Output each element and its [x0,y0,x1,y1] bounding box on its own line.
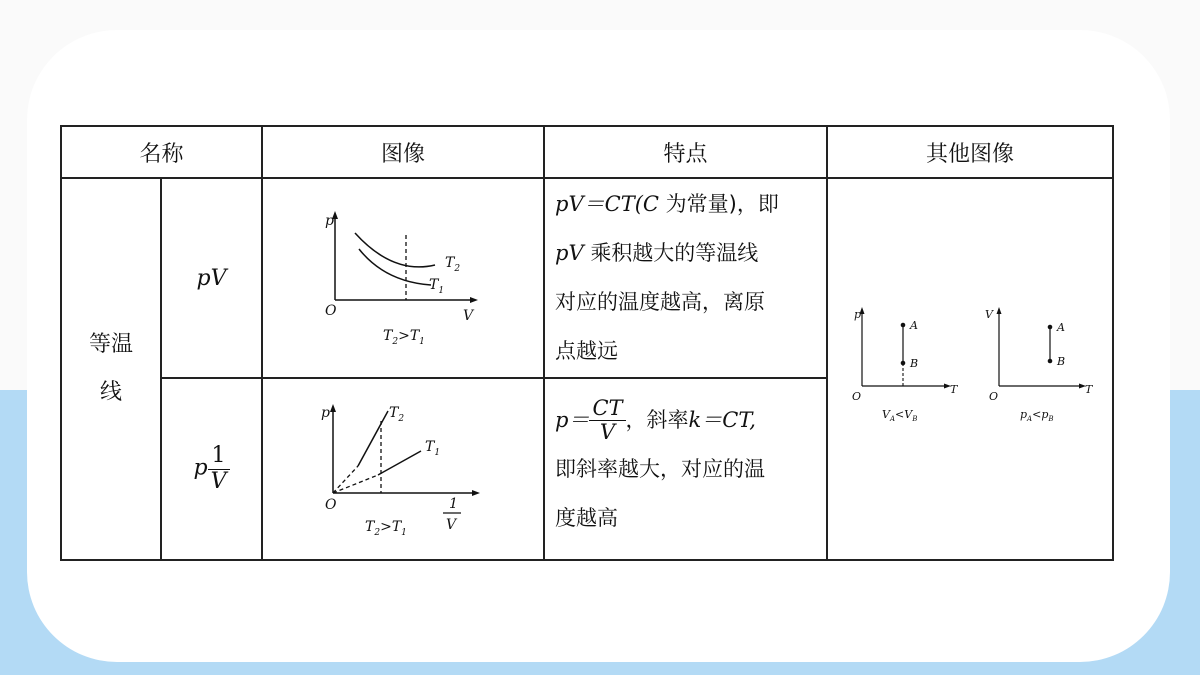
curve-t2-label: $T_2$ [445,255,461,274]
svg-text:VA<VB: $V_A<V_B$ [882,408,918,423]
svg-text:T2: $T_2$ [389,405,405,424]
svg-text:T: T [950,383,958,396]
category-cell [61,178,161,560]
row2-feature: p＝ $\frac{CT}{V}$ ，斜率k＝CT, 即斜率越大，对应的温 度越高 [544,378,827,560]
category-line2: 线 [99,380,122,405]
row1-feature: pV＝CT(C 为常量)，即 pV 乘积越大的等温线 对应的温度越高，离原 点越远 [544,178,827,378]
other-graphs-cell [827,178,1113,560]
header-row [61,126,1113,178]
header-graph: 图像 [262,126,544,178]
graph-caption: $T_2>T_1$ [383,328,425,345]
comparison-table [60,125,1114,561]
axis-x-label: V [463,308,474,324]
svg-text:p: p [321,405,330,421]
svg-text:B: B [1057,355,1066,368]
p-inv-v-graph [303,391,503,541]
category-line1: 等温 [88,332,133,357]
svg-text:O: O [852,390,862,403]
svg-text:T1: $T_1$ [425,439,441,458]
vt-graph [985,307,1094,423]
curve-t1-label: $T_1$ [429,277,445,296]
svg-text:pA<pB: $p_A<p_B$ [1020,408,1054,423]
header-name: 名称 [61,126,262,178]
axis-y-label: p [325,213,334,229]
other-graphs [840,301,1100,431]
svg-text:A: A [1057,321,1065,334]
pv-isotherm-graph [303,205,503,345]
header-other-graphs: 其他图像 [827,126,1113,178]
svg-text:1: 1 [449,496,458,512]
row1-name: pV [161,178,262,378]
row1-graph-cell [262,178,544,378]
origin-label: O [325,303,337,319]
svg-text:O: O [325,497,337,513]
svg-text:p: p [854,308,862,321]
svg-text:T2>T1: $T_2>T_1$ [365,519,407,538]
row2-graph-cell [262,378,544,560]
svg-text:O: O [989,390,999,403]
svg-text:B: B [910,357,919,370]
svg-text:V: V [446,517,457,533]
header-feature: 特点 [544,126,827,178]
row2-name: p $\frac{1}{V}$ [161,378,262,560]
svg-text:T: T [1085,383,1093,396]
pt-graph [852,307,959,423]
svg-text:V: V [985,308,993,321]
svg-text:A: A [910,319,918,332]
row-pv [61,178,1113,378]
